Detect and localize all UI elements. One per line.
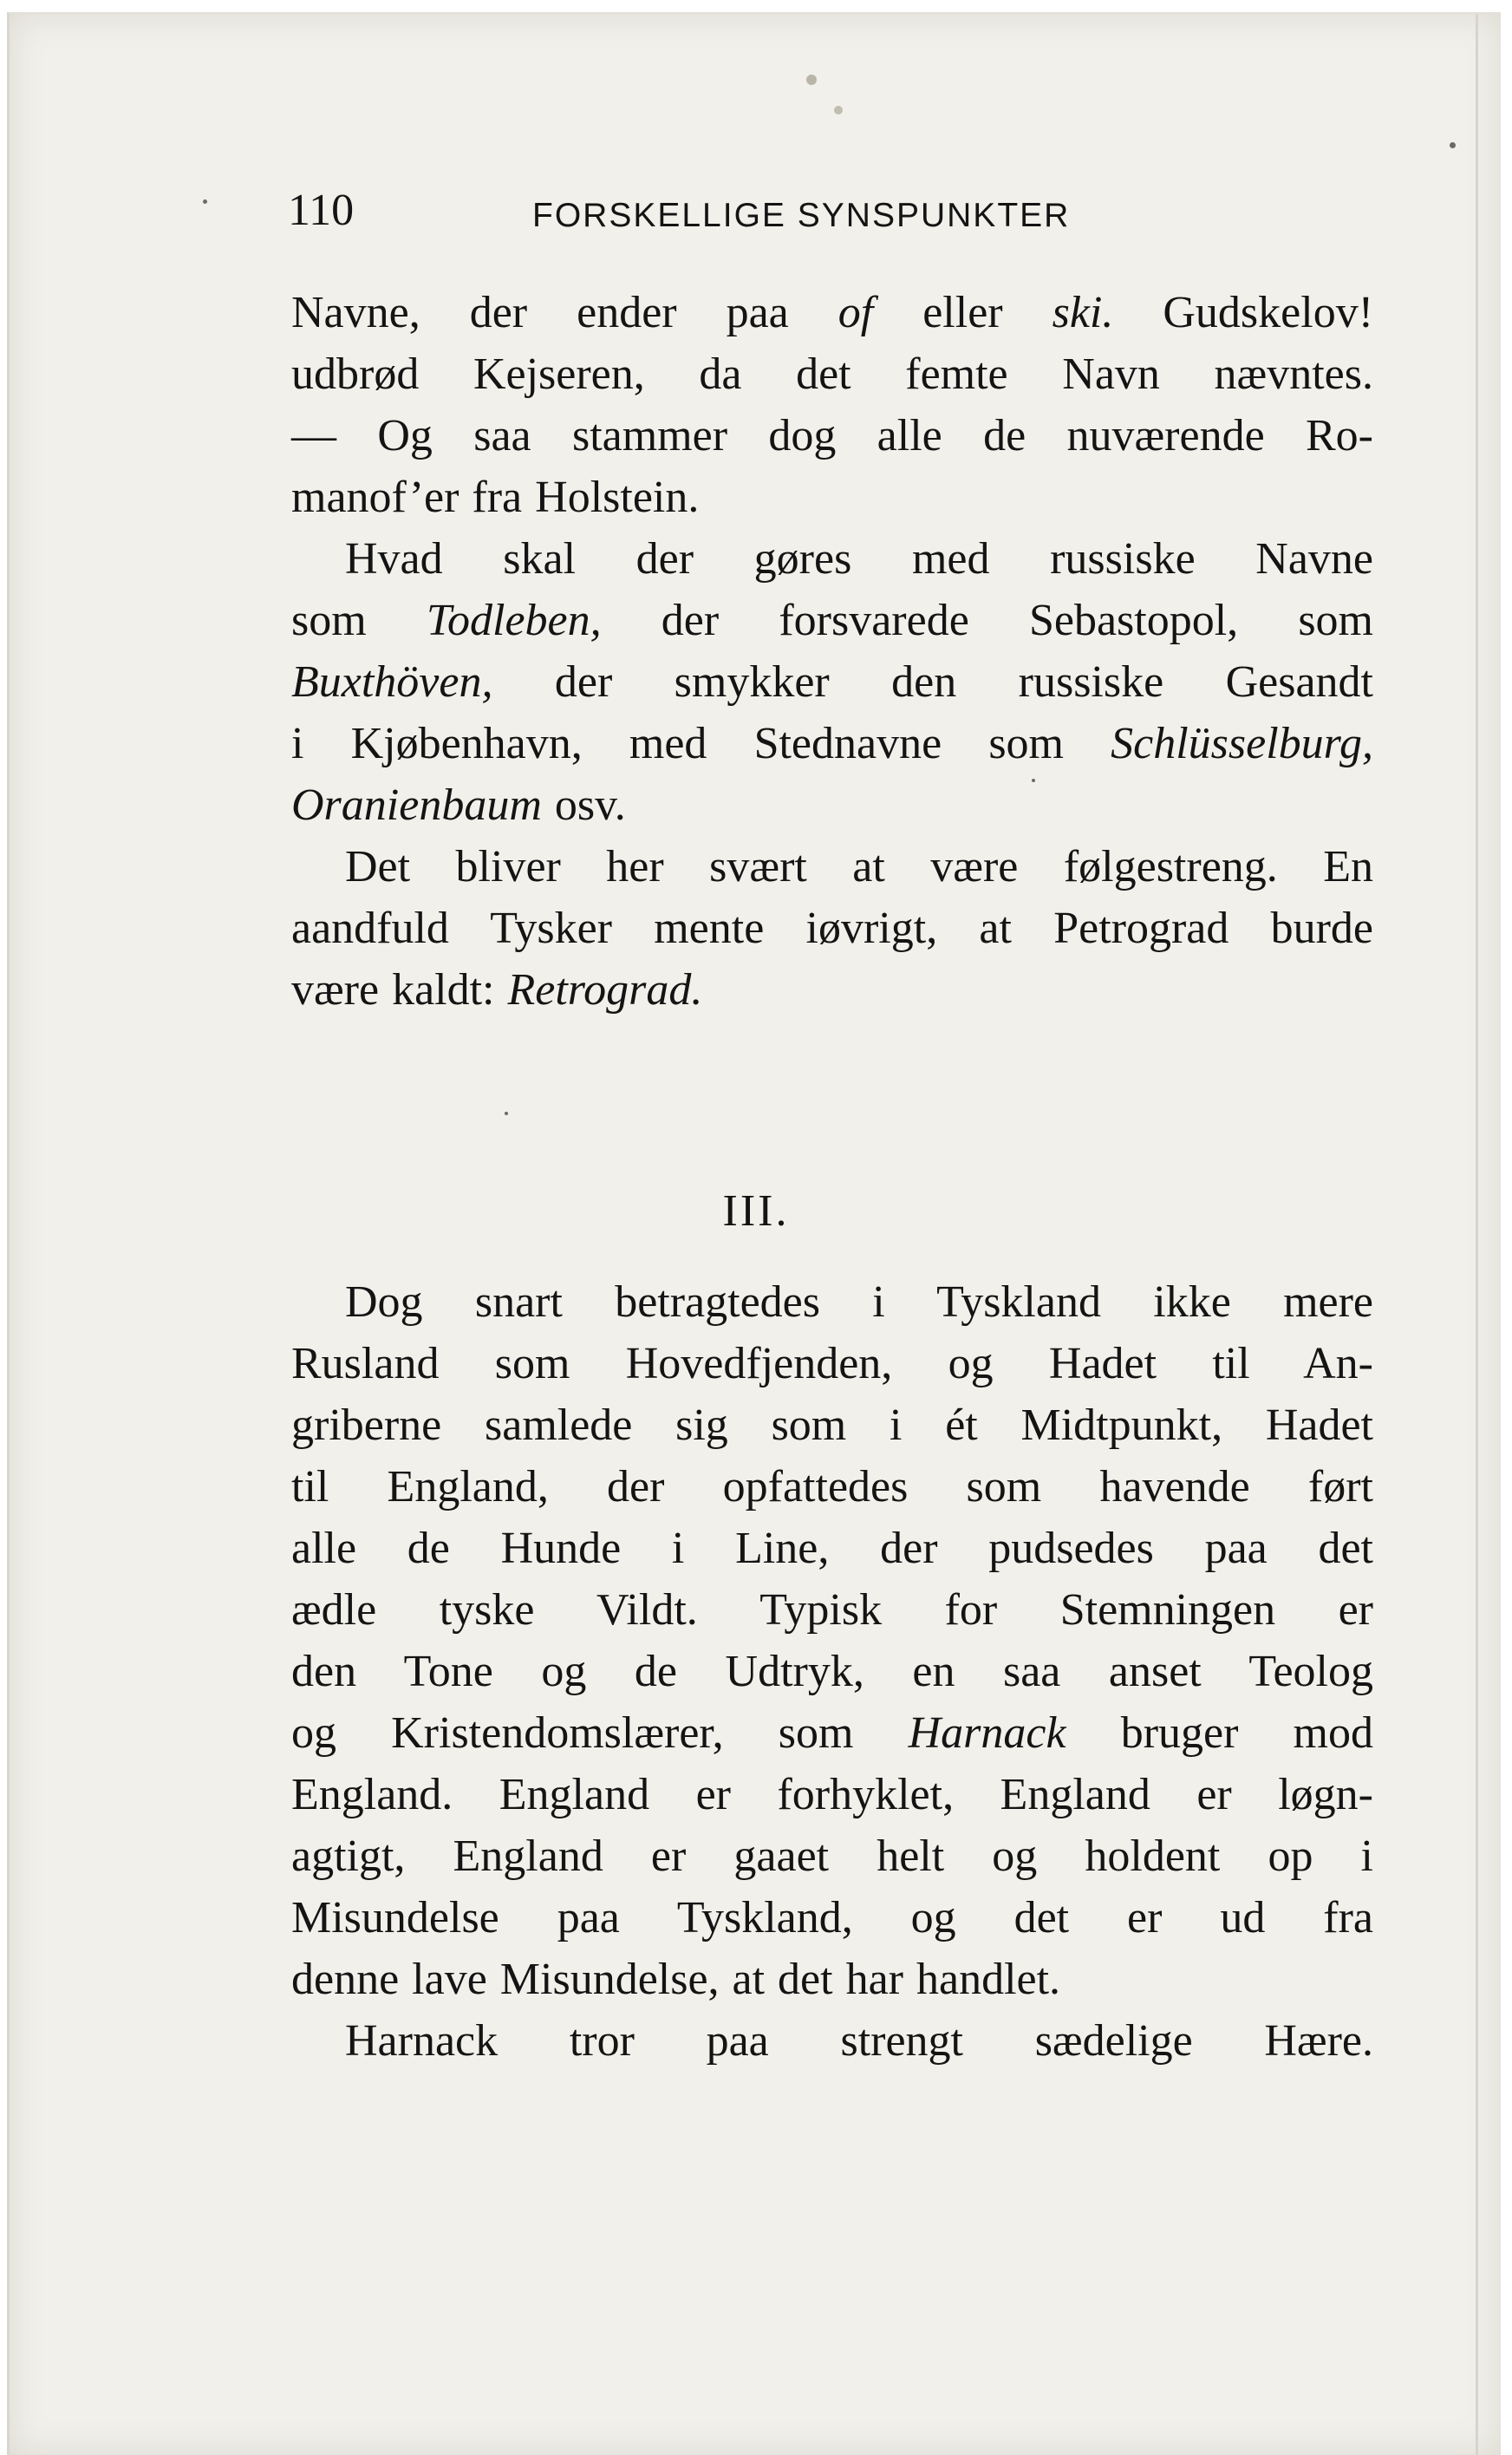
- text-line: Dog snart betragtedes i Tyskland ikke mere: [345, 1277, 1373, 1327]
- paragraph-2: [291, 528, 1373, 836]
- paper-speck: [806, 75, 817, 85]
- text-line: som Todleben, der forsvarede Sebastopol, som: [291, 596, 1374, 645]
- text-line: og Kristendomslærer, som Harnack bruger mod: [291, 1708, 1373, 1758]
- paper-speck: [1450, 142, 1456, 148]
- text-line: Det bliver her svært at være følgestreng. En: [345, 842, 1373, 891]
- text-line: i Kjøbenhavn, med Stednavne som Schlüsselburg,: [291, 719, 1373, 768]
- text-line: Oranienbaum osv.: [291, 780, 626, 830]
- paper-speck: [505, 1112, 508, 1115]
- page-header: [288, 180, 1380, 241]
- paragraph-4: [291, 1271, 1373, 2010]
- text-line: griberne samlede sig som i ét Midtpunkt, Hadet: [291, 1401, 1373, 1450]
- text-line: Navne, der ender paa of eller ski. Gudskelov!: [291, 288, 1374, 337]
- section-heading: III.: [722, 1186, 790, 1236]
- text-line: Misundelse paa Tyskland, og det er ud fra: [291, 1893, 1373, 1942]
- text-line: Rusland som Hovedfjenden, og Hadet til An-: [291, 1339, 1373, 1388]
- text-line: Harnack tror paa strengt sædelige Hære.: [345, 2016, 1373, 2066]
- text-line: England. England er forhyklet, England er løgn-: [291, 1770, 1373, 1819]
- text-line: ædle tyske Vildt. Typisk for Stemningen er: [291, 1585, 1373, 1635]
- text-line: — Og saa stammer dog alle de nuværende Ro-: [291, 411, 1373, 460]
- text-line: manof’er fra Holstein.: [291, 473, 700, 522]
- text-line: alle de Hunde i Line, der pudsedes paa det: [291, 1524, 1373, 1573]
- paper-speck: [203, 199, 207, 204]
- text-line: være kaldt: Retrograd.: [291, 965, 703, 1015]
- text-line: Hvad skal der gøres med russiske Navne: [345, 534, 1373, 584]
- paper-speck: [834, 106, 843, 114]
- paragraph-1: [291, 282, 1373, 528]
- page-number: 110: [288, 186, 355, 235]
- paragraph-3: [291, 836, 1373, 1021]
- text-line: aandfuld Tysker mente iøvrigt, at Petrograd burde: [291, 904, 1373, 953]
- paragraph-5: [291, 2010, 1373, 2072]
- text-line: udbrød Kejseren, da det femte Navn nævntes.: [291, 349, 1373, 399]
- text-line: til England, der opfattedes som havende ført: [291, 1462, 1373, 1512]
- running-title: FORSKELLIGE SYNSPUNKTER: [532, 197, 1071, 234]
- text-line: agtigt, England er gaaet helt og holdent op i: [291, 1831, 1373, 1881]
- text-line: Buxthöven, der smykker den russiske Gesandt: [291, 657, 1373, 707]
- text-line: den Tone og de Udtryk, en saa anset Teolog: [291, 1647, 1373, 1696]
- text-line: denne lave Misundelse, at det har handlet.: [291, 1955, 1061, 2004]
